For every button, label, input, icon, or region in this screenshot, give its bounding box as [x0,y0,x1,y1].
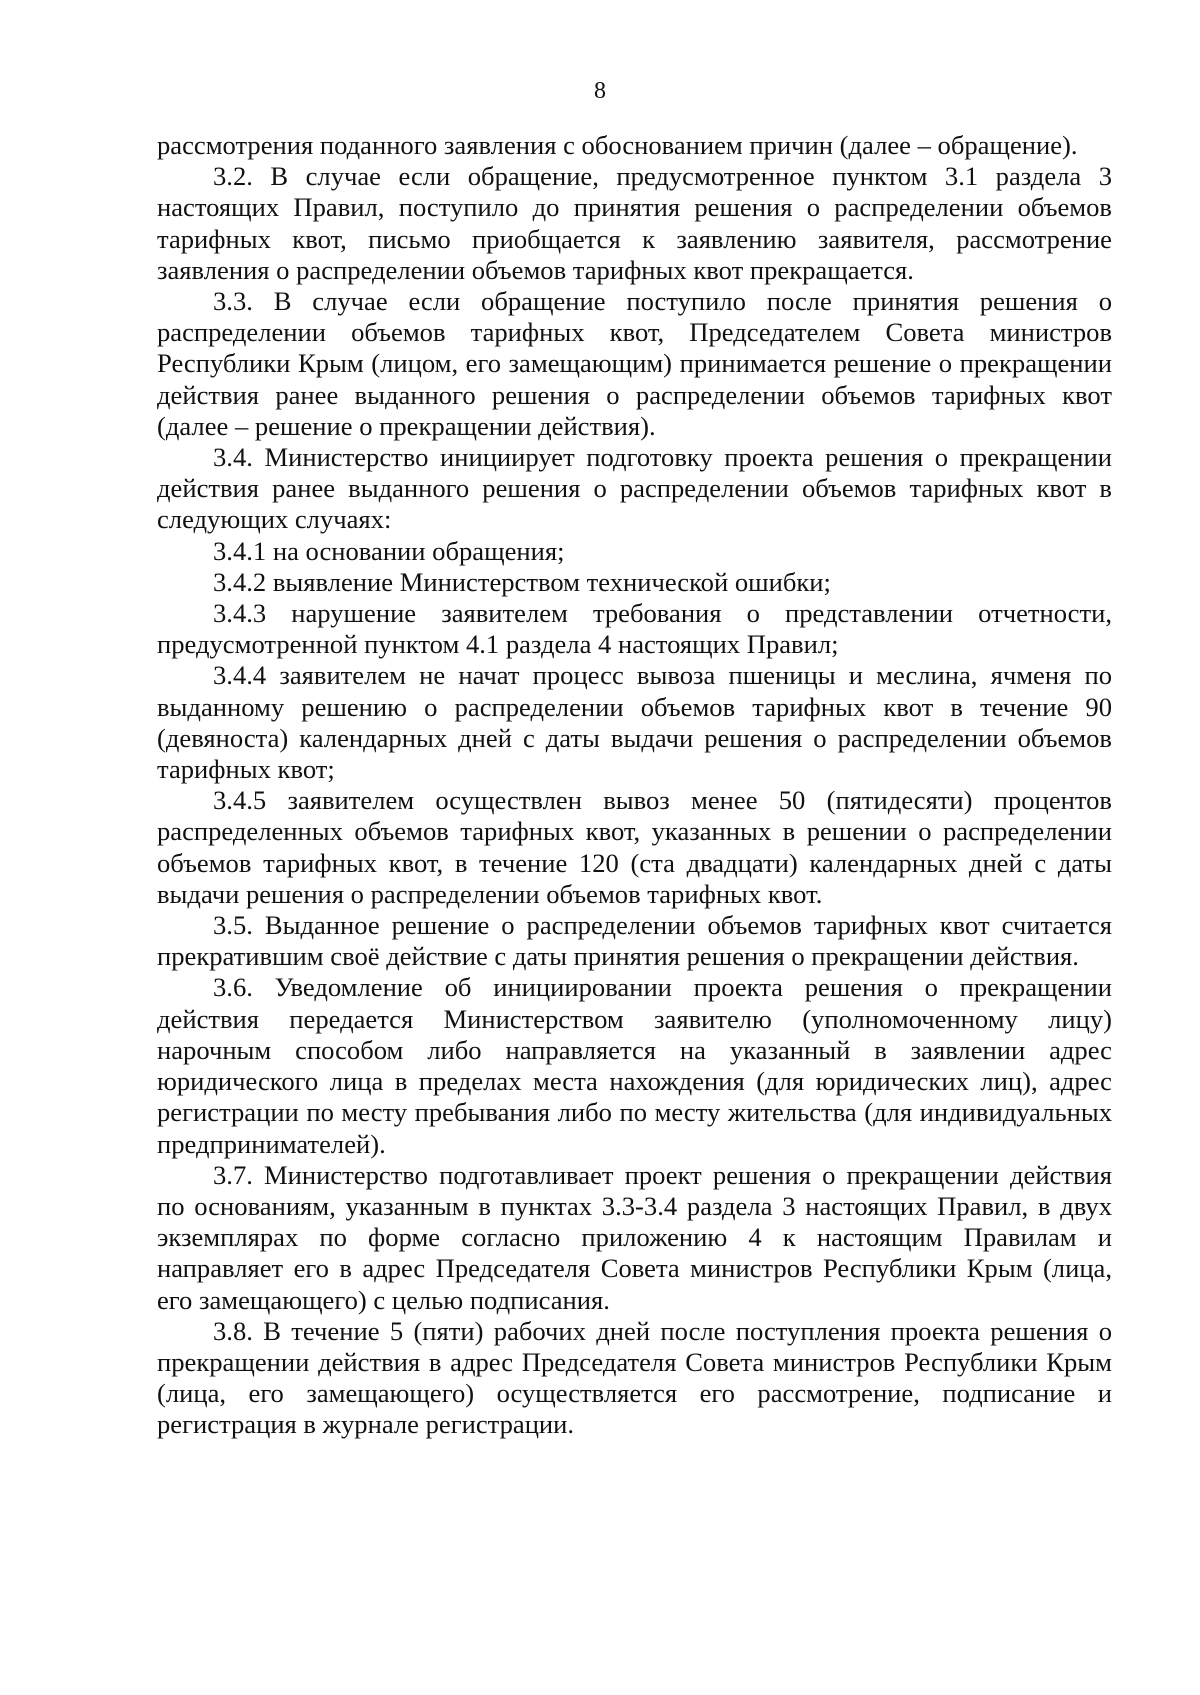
paragraph-3-6: 3.6. Уведомление об инициировании проекта решения о прекращении действия передается Министерством заявителю (уполномоченному лицу) нарочным способом либо направляется на указанный в заявлении адрес юридического лица в пределах места нахождения (для юридических лиц), адрес регистрации по месту пребывания либо по месту жительства (для индивидуальных предпринимателей). [157,972,1112,1159]
paragraph-3-4-5: 3.4.5 заявителем осуществлен вывоз менее 50 (пятидесяти) процентов распределенных объемов тарифных квот, указанных в решении о распределении объемов тарифных квот, в течение 120 (ста двадцати) календарных дней с даты выдачи решения о распределении объемов тарифных квот. [157,785,1112,909]
page-number: 8 [594,78,606,104]
paragraph-3-2: 3.2. В случае если обращение, предусмотренное пунктом 3.1 раздела 3 настоящих Правил, поступило до принятия решения о распределении объемов тарифных квот, письмо приобщается к заявлению заявителя, рассмотрение заявления о распределении объемов тарифных квот прекращается. [157,161,1112,285]
paragraph-3-4: 3.4. Министерство инициирует подготовку проекта решения о прекращении действия ранее выданного решения о распределении объемов тарифных квот в следующих случаях: [157,442,1112,535]
paragraph-3-4-1: 3.4.1 на основании обращения; [213,535,565,566]
paragraph-3-3: 3.3. В случае если обращение поступило после принятия решения о распределении объемов тарифных квот, Председателем Совета министров Республики Крым (лицом, его замещающим) принимается решение о прекращении действия ранее выданного решения о распределении объемов тарифных квот (далее – решение о прекращении действия). [157,286,1112,441]
paragraph-continuation: рассмотрения поданного заявления с обоснованием причин (далее – обращение). [157,130,1078,160]
paragraph-3-5: 3.5. Выданное решение о распределении объемов тарифных квот считается прекратившим своё действие с даты принятия решения о прекращении действия. [157,910,1112,972]
paragraph-3-8: 3.8. В течение 5 (пяти) рабочих дней после поступления проекта решения о прекращении действия в адрес Председателя Совета министров Республики Крым (лица, его замещающего) осуществляется его рассмотрение, подписание и регистрация в журнале регистрации. [157,1315,1112,1440]
document-body [157,130,1112,1441]
paragraph-3-7: 3.7. Министерство подготавливает проект решения о прекращении действия по основаниям, указанным в пунктах 3.3-3.4 раздела 3 настоящих Правил, в двух экземплярах по форме согласно приложению 4 к настоящим Правилам и направляет его в адрес Председателя Совета министров Республики Крым (лица, его замещающего) с целью подписания. [157,1159,1112,1315]
paragraph-3-4-3: 3.4.3 нарушение заявителем требования о представлении отчетности, предусмотренной пунктом 4.1 раздела 4 настоящих Правил; [157,598,1112,660]
paragraph-3-4-4: 3.4.4 заявителем не начат процесс вывоза пшеницы и меслина, ячменя по выданному решению о распределении объемов тарифных квот в течение 90 (девяноста) календарных дней с даты выдачи решения о распределении объемов тарифных квот; [157,660,1112,785]
paragraph-3-4-2: 3.4.2 выявление Министерством технической ошибки; [213,566,831,597]
